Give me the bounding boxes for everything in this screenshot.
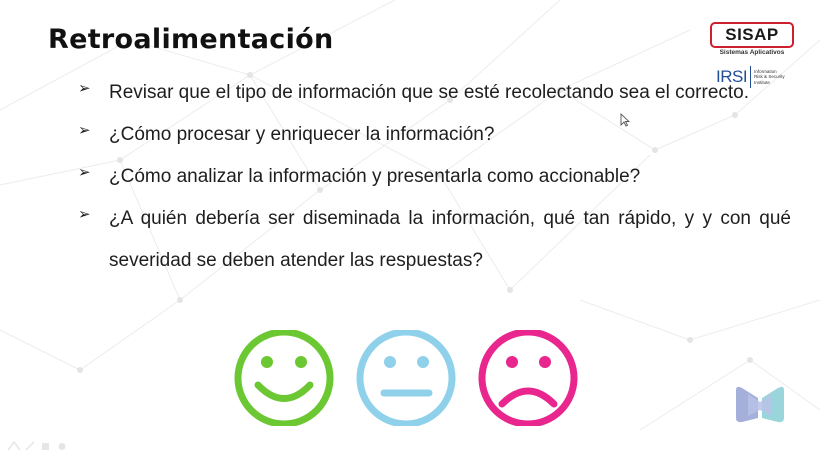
mouse-pointer-icon <box>620 113 630 127</box>
bullet-text: ¿A quién debería ser diseminada la información, qué tan rápido, y y con qué severidad se deben atender las respuestas? <box>109 208 791 271</box>
irsi-logo-line-3: Institute <box>754 79 770 85</box>
feedback-faces <box>230 330 582 426</box>
bullet-item <box>78 156 791 198</box>
bullet-item <box>78 198 791 282</box>
arrowhead-bullet-icon: ➢ <box>78 122 91 139</box>
presenter-controls <box>4 438 74 454</box>
slide-title: Retroalimentación <box>48 24 334 55</box>
neutral-face-icon <box>360 332 452 424</box>
bullet-item <box>78 114 791 156</box>
happy-face-icon <box>238 332 330 424</box>
bullet-text: ¿Cómo analizar la información y presentarla como accionable? <box>109 166 641 187</box>
sisap-logo-name: SISAP <box>710 22 794 48</box>
irsi-logo-line-2: Risk & Security <box>754 74 785 80</box>
bullet-text: ¿Cómo procesar y enriquecer la información? <box>109 124 495 145</box>
arrowhead-bullet-icon: ➢ <box>78 206 91 223</box>
irsi-logo-line-1: Information <box>754 68 777 74</box>
arrowhead-bullet-icon: ➢ <box>78 80 91 97</box>
sad-face-icon <box>482 332 574 424</box>
bullet-item <box>78 72 791 114</box>
arrowhead-bullet-icon: ➢ <box>78 164 91 181</box>
sisap-logo <box>710 22 794 56</box>
irsi-logo-name: IRSI <box>716 67 748 86</box>
sisap-logo-subtitle: Sistemas Aplicativos <box>719 49 785 56</box>
stream-logo-icon <box>732 384 788 424</box>
bullet-list <box>78 72 791 282</box>
bullet-text: Revisar que el tipo de información que se esté recolectando sea el correcto. <box>109 82 750 103</box>
